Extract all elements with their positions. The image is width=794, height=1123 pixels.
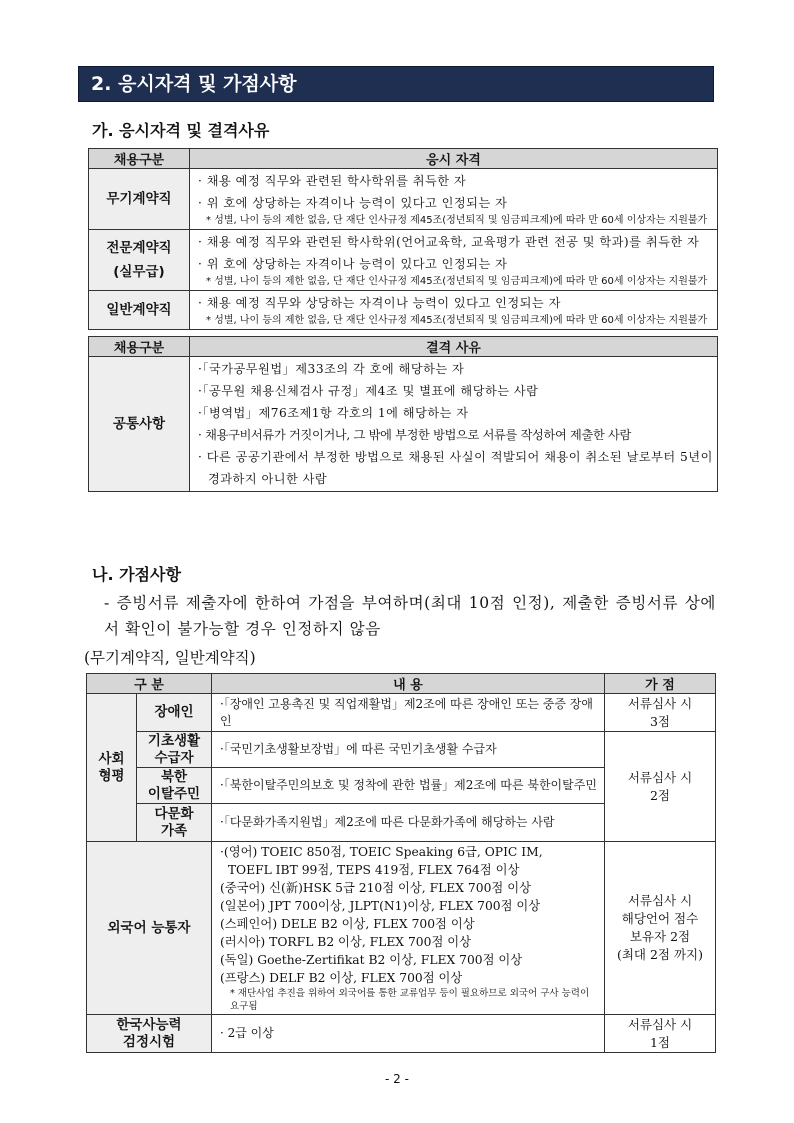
header-category: 구 분 — [87, 674, 212, 694]
qualification-content — [190, 169, 718, 230]
bonus-content: ·「북한이탈주민의보호 및 정착에 관한 법률」제2조에 따른 북한이탈주민 — [212, 768, 605, 804]
foreign-line: (일본어) JPT 700이상, JLPT(N1)이상, FLEX 700점 이상 — [220, 899, 541, 913]
foreign-content — [212, 842, 605, 1015]
bonus-row — [87, 694, 716, 732]
bonus-heading: 나. 가점사항 — [92, 565, 181, 584]
section-title: 2. 응시자격 및 가점사항 — [91, 73, 297, 95]
qualification-row — [89, 230, 718, 291]
bonus-header-row — [87, 674, 716, 694]
disqualification-line: ·「병역법」제76조제1항 각호의 1에 해당하는 자 — [198, 406, 469, 420]
bonus-content: ·「다문화가족지원법」제2조에 따른 다문화가족에 해당하는 사람 — [212, 804, 605, 842]
header-category: 채용구분 — [89, 149, 190, 169]
foreign-line: (독일) Goethe-Zertifikat B2 이상, FLEX 700점 이상 — [220, 953, 523, 967]
qualification-content — [190, 230, 718, 291]
history-category-cell: 한국사능력 검정시험 — [87, 1015, 212, 1053]
bonus-content: ·「국민기초생활보장법」에 따른 국민기초생활 수급자 — [212, 732, 605, 768]
category-cell: 일반계약직 — [89, 291, 190, 330]
section-title-banner — [78, 66, 714, 102]
foreign-line: (프랑스) DELF B2 이상, FLEX 700점 이상 — [220, 971, 463, 985]
gap-cell — [89, 330, 718, 337]
header-content: 내 용 — [212, 674, 605, 694]
social-group-cell: 사회 형평 — [87, 694, 137, 842]
category-cell: 무기계약직 — [89, 169, 190, 230]
foreign-category-cell: 외국어 능통자 — [87, 842, 212, 1015]
qualification-line: · 채용 예정 직무와 관련된 학사학위(언어교육학, 교육평가 관련 전공 및 학과)를 취득한 자 — [198, 235, 700, 249]
qualification-line: · 채용 예정 직무와 상당하는 자격이나 능력이 있다고 인정되는 자 — [198, 296, 561, 310]
category-cell: 전문계약직 (실무급) — [89, 230, 190, 291]
foreign-line: (스페인어) DELE B2 이상, FLEX 700점 이상 — [220, 917, 475, 931]
bonus-row — [87, 732, 716, 768]
subcategory-cell: 기초생활 수급자 — [137, 732, 212, 768]
qualification-line: · 채용 예정 직무와 관련된 학사학위를 취득한 자 — [198, 174, 467, 188]
qualification-note: * 성별, 나이 등의 제한 없음, 단 재단 인사규정 제45조(정년퇴직 및 임금피크제)에 따라 만 60세 이상자는 지원불가 — [206, 276, 708, 287]
subcategory-cell: 장애인 — [137, 694, 212, 732]
header-category: 채용구분 — [89, 337, 190, 357]
subcategory-cell: 북한 이탈주민 — [137, 768, 212, 804]
qualification-note: * 성별, 나이 등의 제한 없음, 단 재단 인사규정 제45조(정년퇴직 및 임금피크제)에 따라 만 60세 이상자는 지원불가 — [206, 215, 708, 226]
header-disqualification: 결격 사유 — [190, 337, 718, 357]
score-cell: 서류심사 시 3점 — [605, 694, 716, 732]
header-qualification: 응시 자격 — [190, 149, 718, 169]
bonus-description: - 증빙서류 제출자에 한하여 가점을 부여하며(최대 10점 인정), 제출한 증빙서류 상에서 확인이 불가능할 경우 인정하지 않음 — [104, 594, 716, 638]
disqualification-header-row — [89, 337, 718, 357]
subcategory-cell: 다문화 가족 — [137, 804, 212, 842]
qualification-line: · 위 호에 상당하는 자격이나 능력이 있다고 인정되는 자 — [198, 196, 508, 210]
disqualification-row — [89, 357, 718, 492]
history-content: · 2급 이상 — [212, 1015, 605, 1053]
disqualification-line: · 다른 공공기관에서 부정한 방법으로 채용된 사실이 적발되어 채용이 취소된 날로부터 5년이 경과하지 아니한 사람 — [198, 450, 713, 486]
score-cell: 서류심사 시 2점 — [605, 732, 716, 842]
foreign-line: ·(영어) TOEIC 850점, TOEIC Speaking 6급, OPIC IM, — [220, 845, 543, 859]
page-number: - 2 - — [385, 1072, 409, 1086]
foreign-line: TOEFL IBT 99점, TEPS 419점, FLEX 764점 이상 — [220, 863, 520, 877]
qualification-line: · 위 호에 상당하는 자격이나 능력이 있다고 인정되는 자 — [198, 257, 508, 271]
qualification-row — [89, 169, 718, 230]
qualification-heading: 가. 응시자격 및 결격사유 — [92, 121, 270, 140]
qualification-content — [190, 291, 718, 330]
foreign-note: * 재단사업 추진을 위하여 외국어를 통한 교류업무 등이 필요하므로 외국어 구사 능력이 요구됨 — [230, 988, 590, 1012]
bonus-subtitle: (무기계약직, 일반계약직) — [84, 649, 256, 667]
bonus-content: ·「장애인 고용촉진 및 직업재활법」제2조에 따른 장애인 또는 중증 장애인 — [212, 694, 605, 732]
foreign-line: (중국어) 신(新)HSK 5급 210점 이상, FLEX 700점 이상 — [220, 881, 531, 895]
bonus-table — [86, 673, 716, 1053]
table-gap — [89, 330, 718, 337]
disqualification-line: · 채용구비서류가 거짓이거나, 그 밖에 부정한 방법으로 서류를 작성하여 제출한 사람 — [198, 428, 631, 442]
header-score: 가 점 — [605, 674, 716, 694]
disqualification-line: ·「국가공무원법」제33조의 각 호에 해당하는 자 — [198, 362, 465, 376]
bonus-row — [87, 1015, 716, 1053]
qualification-header-row — [89, 149, 718, 169]
disqualification-content — [190, 357, 718, 492]
foreign-line: (러시아) TORFL B2 이상, FLEX 700점 이상 — [220, 935, 471, 949]
disqualification-line: ·「공무원 채용신체검사 규정」제4조 및 별표에 해당하는 사람 — [198, 384, 539, 398]
score-cell: 서류심사 시 해당언어 점수 보유자 2점 (최대 2점 까지) — [605, 842, 716, 1015]
qualification-row — [89, 291, 718, 330]
qualification-note: * 성별, 나이 등의 제한 없음, 단 재단 인사규정 제45조(정년퇴직 및 임금피크제)에 따라 만 60세 이상자는 지원불가 — [206, 315, 708, 326]
bonus-row — [87, 842, 716, 1015]
category-cell: 공통사항 — [89, 357, 190, 492]
qualification-table — [88, 148, 718, 492]
score-cell: 서류심사 시 1점 — [605, 1015, 716, 1053]
